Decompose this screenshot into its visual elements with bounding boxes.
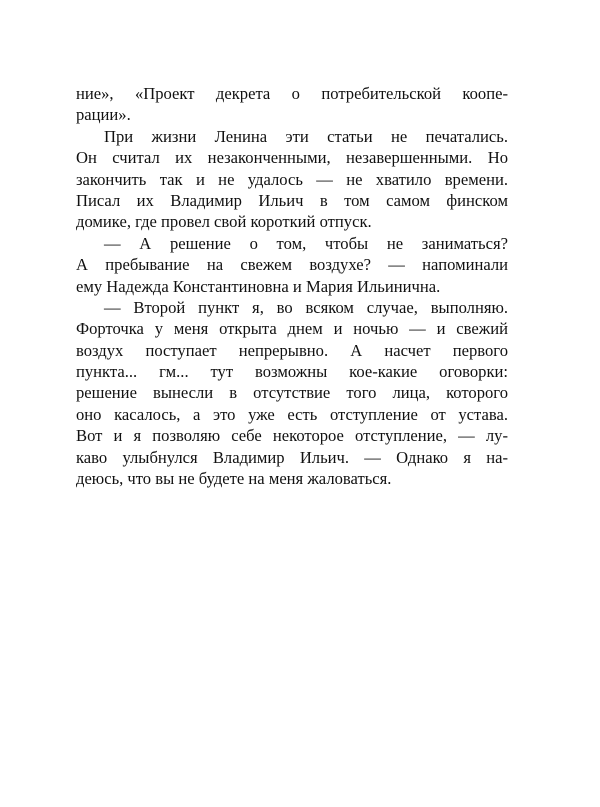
text-line: деюсь, что вы не будете на меня жаловаться. bbox=[76, 469, 392, 489]
text-line: — Второй пункт я, во всяком случае, выполняю. bbox=[104, 297, 508, 317]
text-line: ние», «Проект декрета о потребительской коопе- bbox=[76, 84, 508, 103]
text-line: При жизни Ленина эти статьи не печатались. bbox=[104, 126, 508, 146]
text-line: Писал их Владимир Ильич в том самом финском bbox=[76, 190, 508, 210]
text-line: А пребывание на свежем воздухе? — напоминали bbox=[76, 255, 508, 275]
text-line: решение вынесли в отсутствие того лица, которого bbox=[76, 383, 508, 403]
text-line: рации». bbox=[76, 105, 131, 125]
text-line: Форточка у меня открыта днем и ночью — и свежий bbox=[76, 319, 508, 339]
text-line: Он считал их незаконченными, незавершенными. Но bbox=[76, 148, 508, 168]
text-line: воздух поступает непрерывно. А насчет первого bbox=[76, 340, 508, 360]
text-line: оно касалось, а это уже есть отступление от устава. bbox=[76, 404, 508, 424]
text-line: — А решение о том, чтобы не заниматься? bbox=[104, 233, 508, 253]
text-line: закончить так и не удалось — не хватило времени. bbox=[76, 169, 508, 189]
text-line: домике, где провел свой короткий отпуск. bbox=[76, 212, 372, 232]
text-line: Вот и я позволяю себе некоторое отступление, — лу- bbox=[76, 426, 508, 446]
text-line: пункта... гм... тут возможны кое-какие оговорки: bbox=[76, 362, 508, 382]
body-text bbox=[76, 83, 508, 489]
text-line: ему Надежда Константиновна и Мария Ильинична. bbox=[76, 276, 441, 296]
text-line: каво улыбнулся Владимир Ильич. — Однако я на- bbox=[76, 447, 508, 467]
